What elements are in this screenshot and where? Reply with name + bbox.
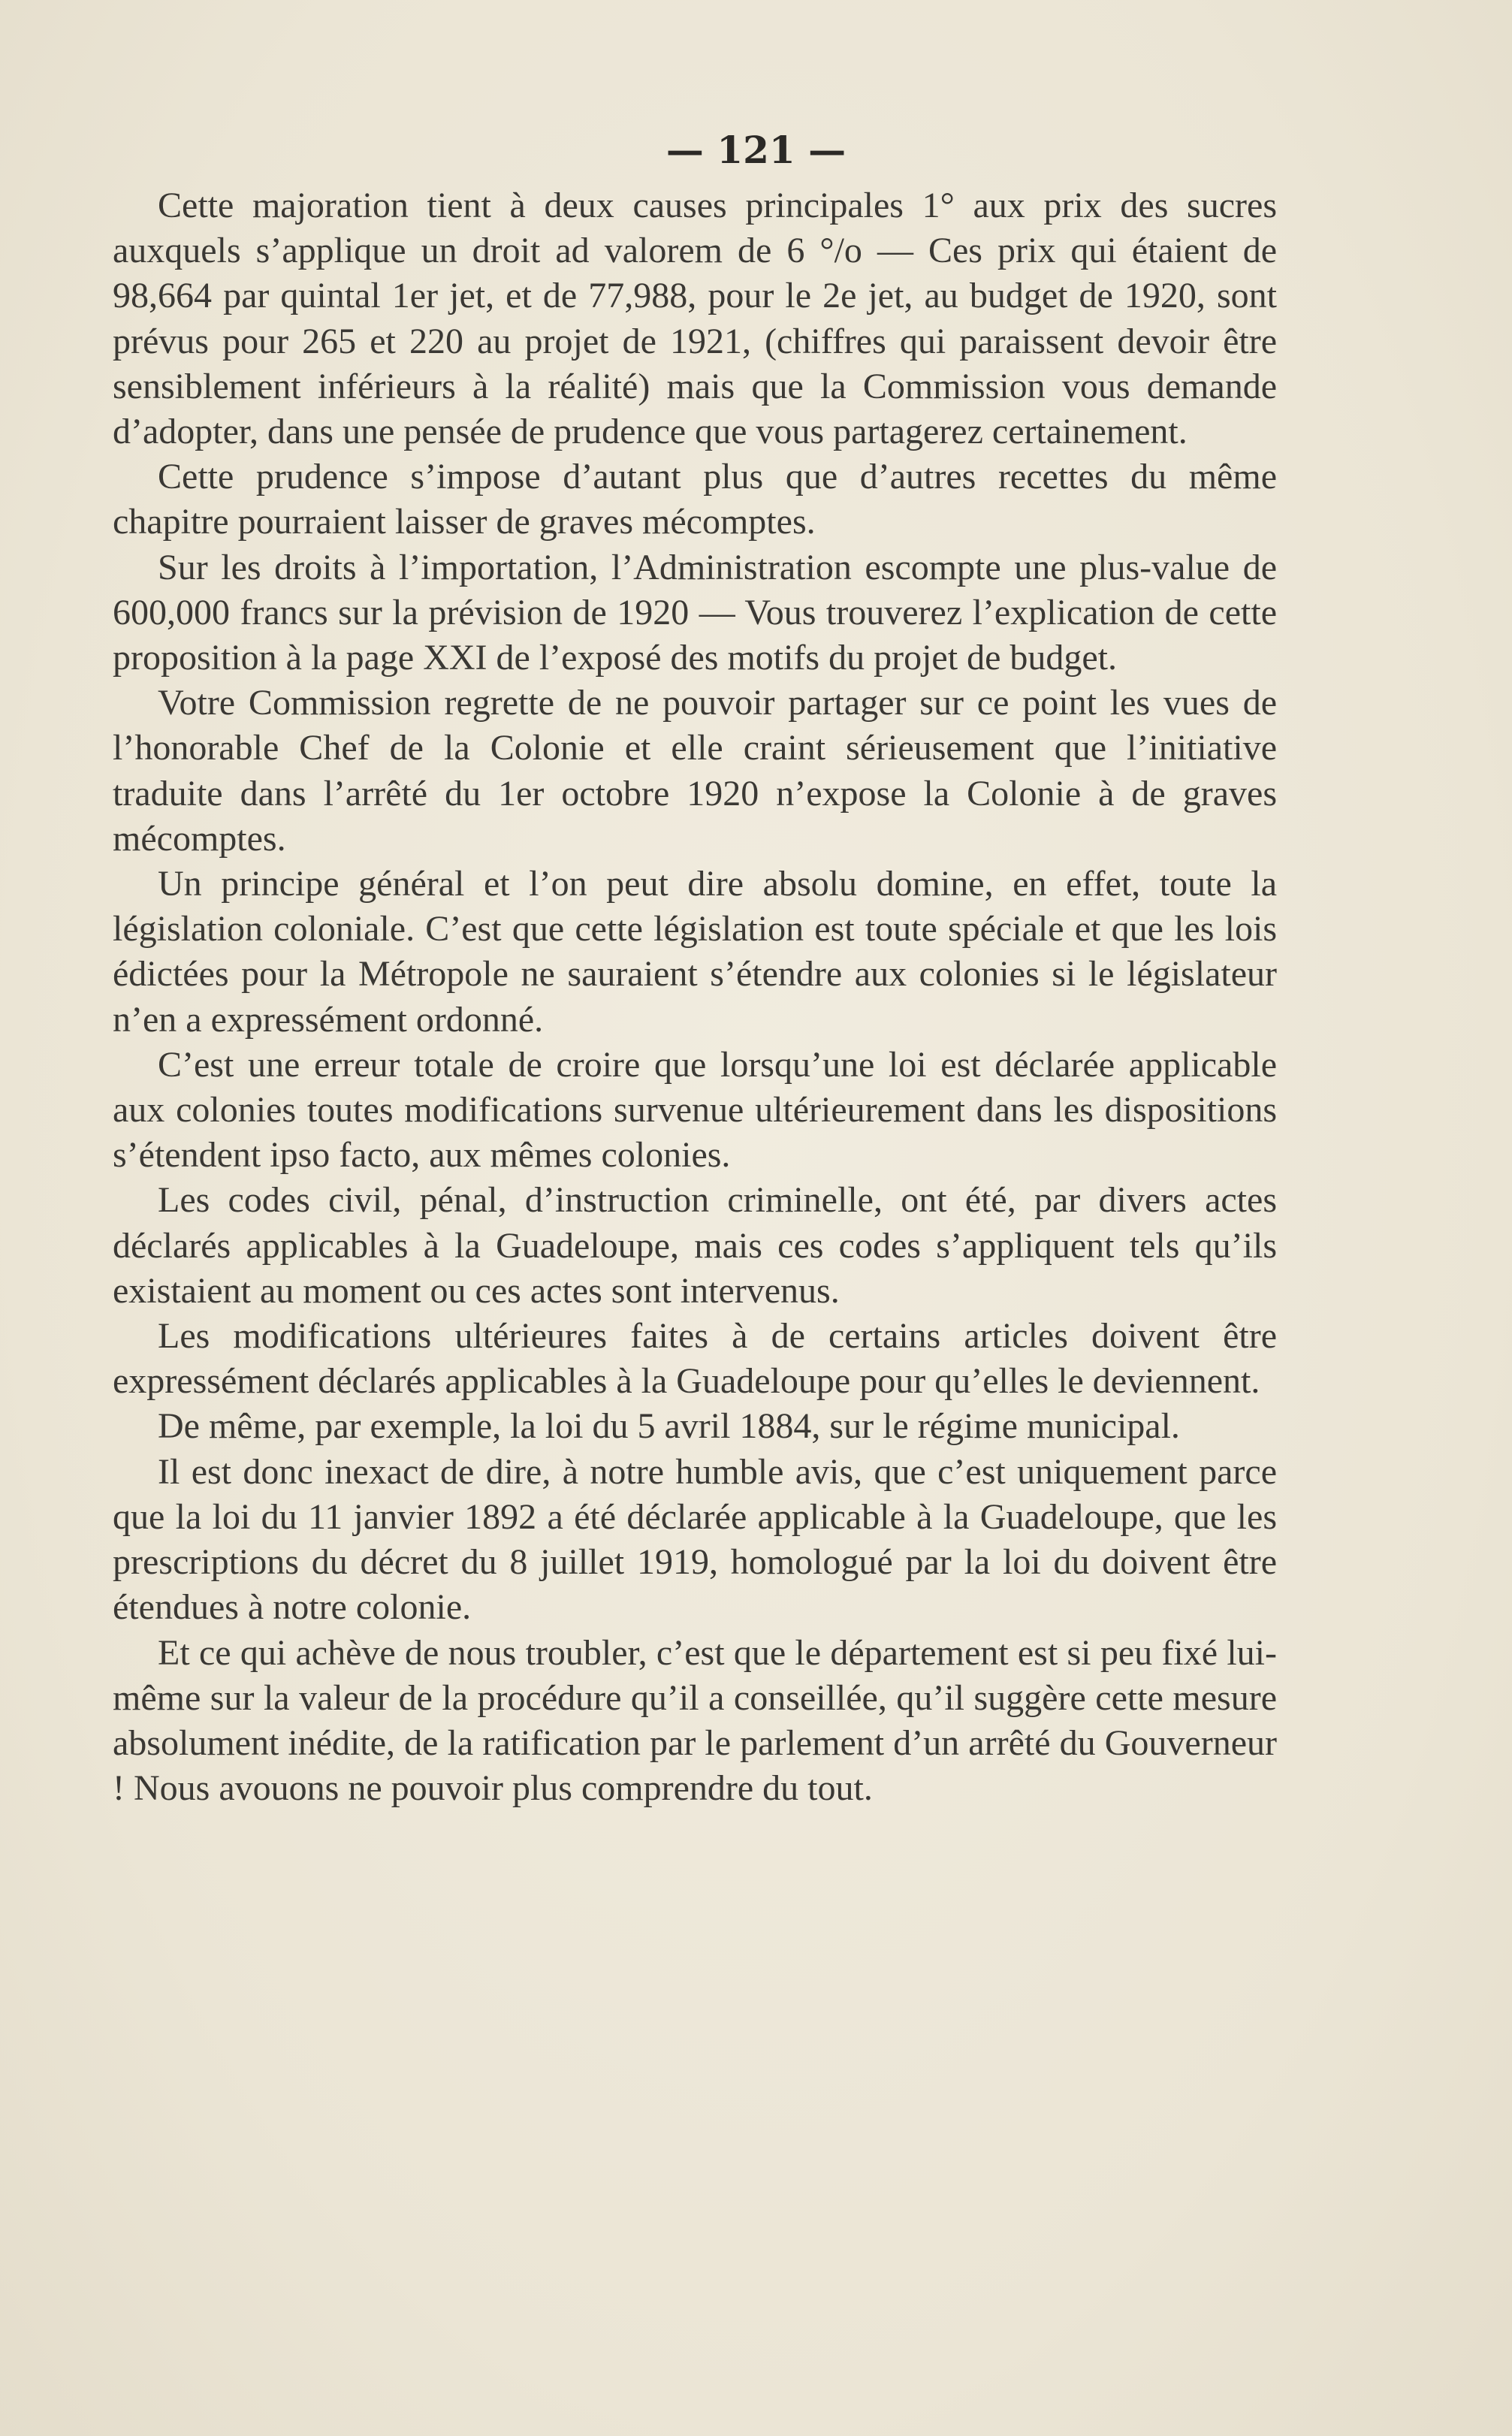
paragraph: Cette majoration tient à deux causes principales 1° aux prix des sucres auxquels s’applique un droit ad valorem de 6 °/o — Ces prix qui étaient de 98,664 par quintal 1er jet, et de 77,988, pour le 2e jet, au budget de 1920, sont prévus pour 265 et 220 au projet de 1921, (chiffres qui paraissent devoir être sensiblement inférieurs à la réalité) mais que la Commission vous demande d’adopter, dans une pensée de prudence que vous partagerez certainement. (113, 186, 1277, 452)
paragraph: Cette prudence s’impose d’autant plus que d’autres recettes du même chapitre pourraient laisser de graves mécomptes. (113, 457, 1277, 542)
page-number-header: — 121 — (665, 128, 847, 172)
paragraph: Un principe général et l’on peut dire absolu domine, en effet, toute la législation coloniale. C’est que cette législation est toute spéciale et que les lois édictées pour la Métropole ne sauraient s’étendre aux colonies si le législateur n’en a expressément ordonné. (113, 864, 1277, 1040)
paragraph: Votre Commission regrette de ne pouvoir partager sur ce point les vues de l’honorable Chef de la Colonie et elle craint sérieusement que l’initiative traduite dans l’arrêté du 1er octobre 1920 n’expose la Colonie à de graves mécomptes. (113, 683, 1277, 859)
paragraph: C’est une erreur totale de croire que lorsqu’une loi est déclarée applicable aux colonies toutes modifications survenue ultérieurement dans les dispositions s’étendent ipso facto, aux mêmes colonies. (113, 1044, 1277, 1176)
paragraph: De même, par exemple, la loi du 5 avril 1884, sur le régime municipal. (158, 1406, 1180, 1447)
paragraph: Sur les droits à l’importation, l’Administration escompte une plus-value de 600,000 francs sur la prévision de 1920 — Vous trouverez l’explication de cette proposition à la page XXI de l’exposé des motifs du projet de budget. (113, 547, 1277, 678)
body-text (113, 183, 1277, 1811)
paragraph: Il est donc inexact de dire, à notre humble avis, que c’est uniquement parce que la loi du 11 janvier 1892 a été déclarée applicable à la Guadeloupe, que les prescriptions du décret du 8 juillet 1919, homologué par la loi du doivent être étendues à notre colonie. (113, 1451, 1277, 1628)
paragraph: Les codes civil, pénal, d’instruction criminelle, ont été, par divers actes déclarés applicables à la Guadeloupe, mais ces codes s’appliquent tels qu’ils existaient au moment ou ces actes sont intervenus. (113, 1180, 1277, 1311)
paragraph: Et ce qui achève de nous troubler, c’est que le département est si peu fixé lui-même sur la valeur de la procédure qu’il a conseillée, qu’il suggère cette mesure absolument inédite, de la ratification par le parlement d’un arrêté du Gouverneur ! Nous avouons ne pouvoir plus comprendre du tout. (113, 1632, 1277, 1809)
paragraph: Les modifications ultérieures faites à de certains articles doivent être expressément déclarés applicables à la Guadeloupe pour qu’elles le deviennent. (113, 1316, 1277, 1402)
